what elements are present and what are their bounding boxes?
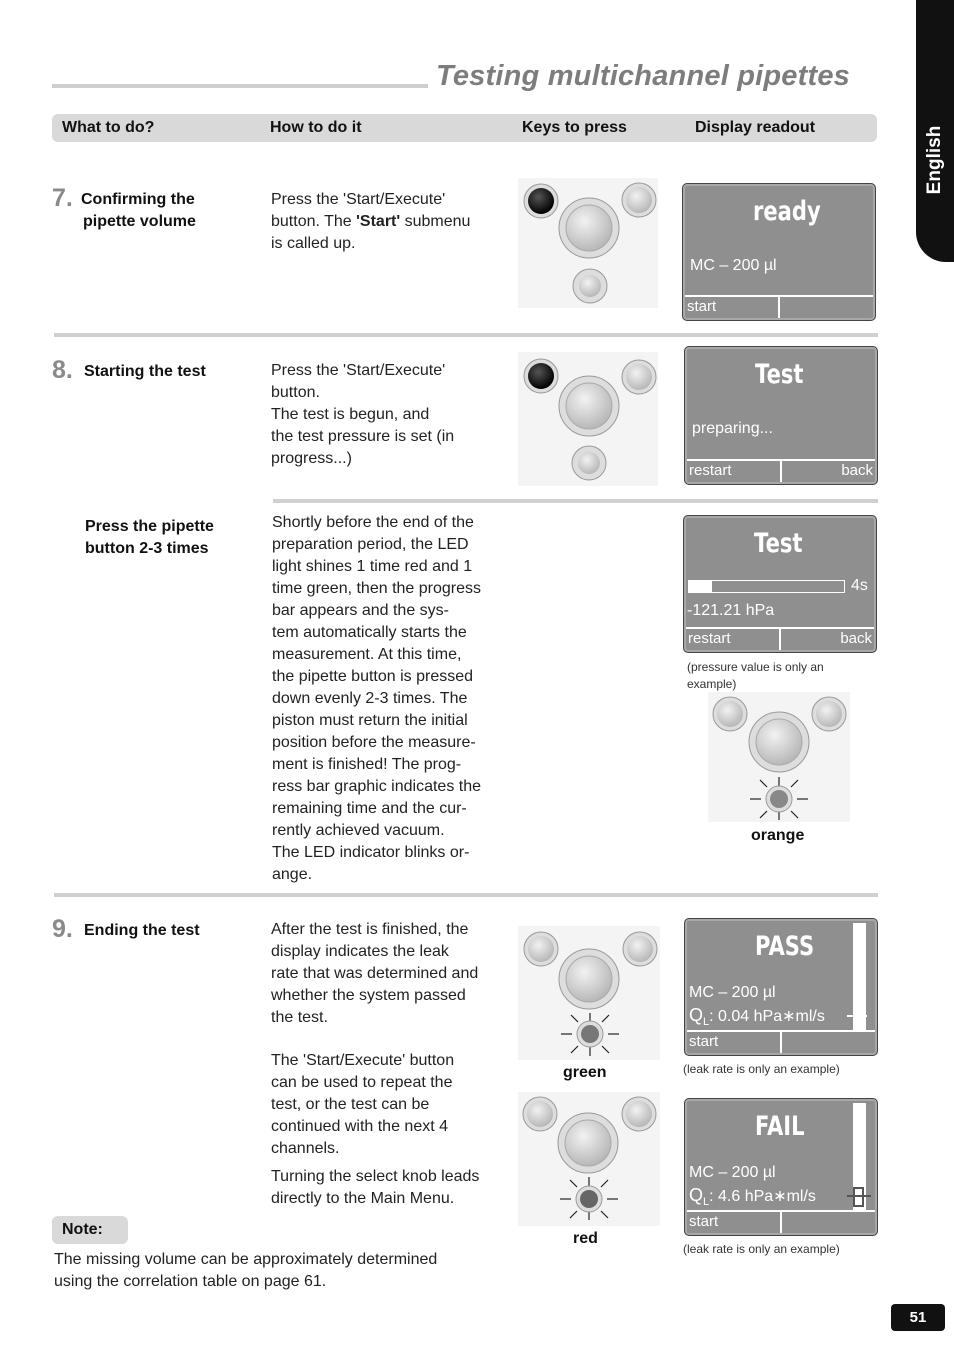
separator bbox=[54, 893, 878, 897]
note-text: The missing volume can be approximately determined using the correlation table on page 61. bbox=[54, 1251, 438, 1290]
step-8-title: Starting the test bbox=[84, 363, 206, 380]
display-pass bbox=[684, 918, 878, 1056]
select-knob[interactable] bbox=[566, 383, 612, 429]
back-key[interactable] bbox=[626, 187, 652, 213]
softkey-bar bbox=[686, 627, 874, 650]
leak-marker bbox=[847, 1195, 871, 1197]
step-9-number: 9. bbox=[52, 915, 73, 943]
header-what: What to do? bbox=[62, 119, 155, 136]
keypad-start-pressed-2 bbox=[518, 352, 658, 486]
progress-time: 4s bbox=[851, 577, 868, 594]
table-header bbox=[52, 114, 877, 142]
language-tab-label: English bbox=[924, 125, 945, 195]
header-how: How to do it bbox=[270, 119, 362, 136]
start-execute-key[interactable] bbox=[528, 188, 554, 214]
header-display: Display readout bbox=[695, 119, 816, 136]
select-knob[interactable] bbox=[566, 205, 612, 251]
keypad-led-orange bbox=[708, 692, 850, 822]
display-ready bbox=[682, 183, 876, 321]
step-8b-title: Press the pipette button 2-3 times bbox=[85, 518, 214, 557]
softkey-back[interactable]: back bbox=[841, 462, 873, 479]
title-rule bbox=[52, 84, 428, 88]
display-status: preparing... bbox=[692, 420, 773, 437]
softkey-restart[interactable]: restart bbox=[689, 462, 732, 479]
select-knob[interactable] bbox=[756, 719, 802, 765]
page-number: 51 bbox=[909, 1309, 927, 1326]
step-9-description-2: The 'Start/Execute' button can be used to repeat the test, or the test can be continued with the next 4 channels. bbox=[271, 1052, 455, 1157]
led-indicator bbox=[578, 452, 600, 474]
select-knob[interactable] bbox=[565, 1120, 611, 1166]
note-label-box bbox=[52, 1216, 128, 1244]
display-leak-rate: $Q_L$: 0.04 hPa∗ml/s bbox=[689, 1005, 825, 1029]
display-headline: Test bbox=[754, 528, 803, 559]
fail-caption: (leak rate is only an example) bbox=[683, 1242, 840, 1256]
display-leak-rate: $Q_L$: 4.6 hPa∗ml/s bbox=[689, 1185, 816, 1209]
page-title: Testing multichannel pipettes bbox=[436, 60, 850, 92]
progress-fill bbox=[689, 581, 712, 592]
progress-bar bbox=[688, 580, 845, 593]
back-key[interactable] bbox=[816, 701, 842, 727]
led-label-red: red bbox=[573, 1230, 598, 1247]
display-volume: MC – 200 µl bbox=[689, 984, 776, 1001]
leak-marker bbox=[847, 1015, 867, 1017]
pass-caption: (leak rate is only an example) bbox=[683, 1062, 840, 1076]
led-label-orange: orange bbox=[751, 827, 805, 844]
back-key[interactable] bbox=[626, 364, 652, 390]
display-headline: PASS bbox=[755, 931, 815, 962]
header-keys: Keys to press bbox=[522, 119, 627, 136]
leak-marker-box bbox=[853, 1187, 864, 1207]
display-volume: MC – 200 µl bbox=[689, 1164, 776, 1181]
softkey-bar bbox=[687, 1030, 875, 1053]
back-key[interactable] bbox=[626, 1101, 652, 1127]
back-key[interactable] bbox=[627, 936, 653, 962]
display-test-progress bbox=[683, 515, 877, 653]
pressure-caption: (pressure value is only an example) bbox=[687, 660, 824, 691]
separator bbox=[273, 499, 878, 503]
page-number-box bbox=[891, 1304, 945, 1331]
led-indicator-red bbox=[580, 1190, 598, 1208]
step-8b-description: Shortly before the end of the preparation period, the LED light shines 1 time red and 1 time green, then the progress bar appears and the sys- tem automatically starts the measurement. At this time, the pipette button is pressed down evenly 2-3 times. The piston must return the initial position before the measure- ment is finished! The prog- ress bar graphic indicates the remaining time and the cur- rently achieved vacuum. The LED indicator blinks or- ange. bbox=[272, 514, 482, 883]
display-volume: MC – 200 µl bbox=[690, 257, 777, 274]
display-headline: ready bbox=[753, 196, 821, 227]
display-test-preparing bbox=[684, 346, 878, 485]
language-tab bbox=[916, 0, 954, 262]
step-8-number: 8. bbox=[52, 356, 73, 384]
step-8-description: Press the 'Start/Execute' button. The test is begun, and the test pressure is set (in progress...) bbox=[271, 362, 455, 467]
led-label-green: green bbox=[563, 1064, 607, 1081]
separator bbox=[54, 333, 878, 337]
softkey-back[interactable]: back bbox=[840, 630, 872, 647]
led-indicator-orange bbox=[770, 790, 788, 808]
step-9-title: Ending the test bbox=[84, 922, 200, 939]
softkey-restart[interactable]: restart bbox=[688, 630, 731, 647]
softkey-start[interactable]: start bbox=[687, 298, 717, 315]
step-7-title: Confirming the pipette volume bbox=[81, 191, 196, 230]
display-pressure: -121.21 hPa bbox=[687, 602, 775, 619]
note-label: Note: bbox=[62, 1221, 103, 1238]
display-headline: Test bbox=[755, 359, 804, 390]
keypad-led-green bbox=[518, 926, 660, 1060]
step-7-description: Press the 'Start/Execute' button. The 'Start' submenu is called up. bbox=[271, 191, 471, 252]
softkey-bar bbox=[687, 459, 875, 482]
start-execute-key[interactable] bbox=[527, 1101, 553, 1127]
step-9-description: After the test is finished, the display indicates the leak rate that was determined and whether the system passed the test. bbox=[271, 921, 479, 1026]
led-indicator-green bbox=[581, 1025, 599, 1043]
softkey-start[interactable]: start bbox=[689, 1213, 719, 1230]
start-execute-key[interactable] bbox=[717, 701, 743, 727]
select-knob[interactable] bbox=[566, 956, 612, 1002]
start-execute-key[interactable] bbox=[528, 363, 554, 389]
softkey-bar bbox=[685, 295, 873, 318]
display-headline: FAIL bbox=[755, 1111, 805, 1142]
step-7-number: 7. bbox=[52, 184, 73, 212]
keypad-start-pressed bbox=[518, 178, 658, 308]
led-indicator bbox=[579, 275, 601, 297]
softkey-start[interactable]: start bbox=[689, 1033, 719, 1050]
display-fail bbox=[684, 1098, 878, 1236]
step-9-description-3: Turning the select knob leads directly to the Main Menu. bbox=[271, 1168, 480, 1207]
start-execute-key[interactable] bbox=[528, 936, 554, 962]
softkey-bar bbox=[687, 1210, 875, 1233]
keypad-led-red bbox=[518, 1092, 660, 1226]
